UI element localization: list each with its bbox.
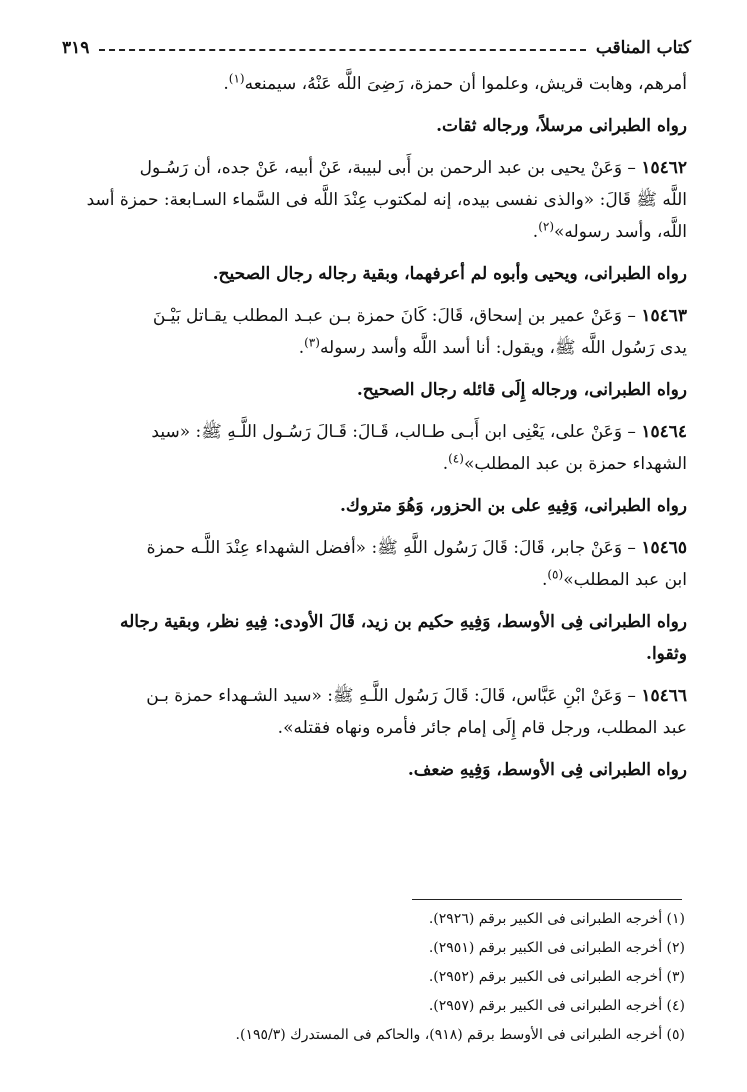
text-line (62, 374, 687, 406)
line-text: وثقوا. (646, 644, 687, 664)
text-line (62, 216, 687, 248)
narration-note (62, 258, 687, 290)
text-line (62, 638, 687, 670)
narration-note (62, 606, 687, 670)
footnote-marker: (٤) (448, 451, 464, 466)
text-paragraph (62, 68, 687, 100)
hadith-number: ١٥٤٦٣ (641, 306, 687, 326)
book-title: كتاب المناقب (595, 38, 691, 58)
hadith-number: ١٥٤٦٥ (641, 538, 687, 558)
text-line (62, 564, 687, 596)
page-number: ٣١٩ (62, 38, 90, 58)
text-line (62, 332, 687, 364)
main-text (62, 68, 687, 786)
line-text: اللَّه ﷺ قَالَ: «والذى نفسى بيده، إنه لمكتوب عِنْدَ اللَّه فى السَّماء السـابعة: حمزة أسد (86, 190, 687, 210)
hadith-number: ١٥٤٦٢ (641, 158, 687, 178)
text-line (62, 110, 687, 142)
line-end-punctuation: . (532, 222, 539, 242)
line-end-punctuation: . (442, 454, 449, 474)
text-line: ١٥٤٦٣ – وَعَنْ عمير بن إسحاق، قَالَ: كَانَ حمزة بـن عبـد المطلب يقـاتل بَيْـنَ (152, 306, 687, 326)
footnote-marker: (٢) (538, 219, 555, 234)
line-text: وَعَنْ على، يَعْنِى ابن أَبـى طـالب، قَـالَ: قَـالَ رَسُـول اللَّـهِ ﷺ: «سيد (151, 422, 623, 442)
line-text: عبد المطلب، ورجل قام إِلَى إمام جائر فأمره ونهاه فقتله». (277, 718, 687, 738)
text-line: ١٥٤٦٤ – وَعَنْ على، يَعْنِى ابن أَبـى طـالب، قَـالَ: قَـالَ رَسُـول اللَّـهِ ﷺ: «سيد (151, 422, 687, 442)
text-line: ١٥٤٦٢ – وَعَنْ يحيى بن عبد الرحمن بن أَبى لبيبة، عَنْ أبيه، عَنْ جده، أن رَسُـول (139, 158, 687, 178)
footnote-separator (412, 899, 682, 900)
text-line: ١٥٤٦٥ – وَعَنْ جابر، قَالَ: قَالَ رَسُول اللَّهِ ﷺ: «أفضل الشهداء عِنْدَ اللَّـه حمزة (146, 538, 687, 558)
hadith-number: ١٥٤٦٤ (641, 422, 687, 442)
hadith-paragraph (62, 416, 687, 480)
text-line (62, 490, 687, 522)
line-text: ابن عبد المطلب» (563, 570, 687, 590)
line-text: رواه الطبرانى، ويحيى وأبوه لم أعرفهما، وبقية رجاله رجال الصحيح. (212, 264, 687, 284)
line-text: رواه الطبرانى فِى الأوسط، وَفِيهِ ضعف. (407, 760, 687, 780)
line-text: وَعَنْ عمير بن إسحاق، قَالَ: كَانَ حمزة بـن عبـد المطلب يقـاتل بَيْـنَ (152, 306, 623, 326)
footnote-marker: (١) (228, 71, 245, 86)
text-line (62, 606, 687, 638)
line-text: يدى رَسُول اللَّه ﷺ، ويقول: أنا أسد اللَّه وأسد رسوله (319, 338, 687, 358)
footnote: (٢) أخرجه الطبرانى فى الكبير برقم (٢٩٥١). (428, 940, 685, 956)
footnotes (62, 905, 685, 1050)
text-line: ١٥٤٦٦ – وَعَنْ ابْنِ عَبَّاس، قَالَ: قَالَ رَسُول اللَّـهِ ﷺ: «سيد الشـهداء حمزة بـن (146, 686, 687, 706)
hadith-paragraph (62, 300, 687, 364)
line-text: أمرهم، وهابت قريش، وعلموا أن حمزة، رَضِىَ اللَّه عَنْهُ، سيمنعه (244, 74, 687, 94)
footnote-marker: (٣) (304, 335, 320, 350)
line-text: رواه الطبرانى مرسلاً، ورجاله ثقات. (436, 116, 687, 136)
line-end-punctuation: . (541, 570, 548, 590)
header-dashed-rule (99, 49, 585, 51)
text-line (62, 68, 687, 100)
line-end-punctuation: . (298, 338, 305, 358)
hadith-paragraph (62, 532, 687, 596)
text-line (62, 258, 687, 290)
narration-note (62, 754, 687, 786)
line-text: الشهداء حمزة بن عبد المطلب» (463, 454, 687, 474)
footnote: (٤) أخرجه الطبرانى فى الكبير برقم (٢٩٥٧). (428, 998, 685, 1014)
line-text: رواه الطبرانى، وَفِيهِ على بن الحزور، وَهُوَ متروك. (339, 496, 687, 516)
line-text: وَعَنْ يحيى بن عبد الرحمن بن أَبى لبيبة، عَنْ أبيه، عَنْ جده، أن رَسُـول (139, 158, 623, 178)
narration-note (62, 490, 687, 522)
footnote: (٥) أخرجه الطبرانى فى الأوسط برقم (٩١٨)، والحاكم فى المستدرك (١٩٥/٣). (235, 1027, 685, 1043)
hadith-number: ١٥٤٦٦ (641, 686, 687, 706)
line-text: وَعَنْ ابْنِ عَبَّاس، قَالَ: قَالَ رَسُول اللَّـهِ ﷺ: «سيد الشـهداء حمزة بـن (146, 686, 623, 706)
line-text: رواه الطبرانى، ورجاله إِلَى قائله رجال الصحيح. (356, 380, 687, 400)
text-line (62, 712, 687, 744)
footnote: (٣) أخرجه الطبرانى فى الكبير برقم (٢٩٥٢). (428, 969, 685, 985)
text-line (62, 754, 687, 786)
hadith-paragraph (62, 152, 687, 248)
footnote-marker: (٥) (547, 567, 564, 582)
narration-note (62, 110, 687, 142)
hadith-paragraph (62, 680, 687, 744)
narration-note (62, 374, 687, 406)
running-header (62, 34, 691, 62)
line-end-punctuation: . (223, 74, 229, 94)
line-text: اللَّه، وأسد رسوله» (554, 222, 687, 242)
line-text: وَعَنْ جابر، قَالَ: قَالَ رَسُول اللَّهِ ﷺ: «أفضل الشهداء عِنْدَ اللَّـه حمزة (146, 538, 623, 558)
footnote: (١) أخرجه الطبرانى فى الكبير برقم (٢٩٢٦). (428, 911, 685, 927)
text-line (62, 448, 687, 480)
line-text: رواه الطبرانى فِى الأوسط، وَفِيهِ حكيم بن زيد، قَالَ الأودى: فِيهِ نظر، وبقية رجاله (119, 612, 687, 632)
text-line (62, 184, 687, 216)
